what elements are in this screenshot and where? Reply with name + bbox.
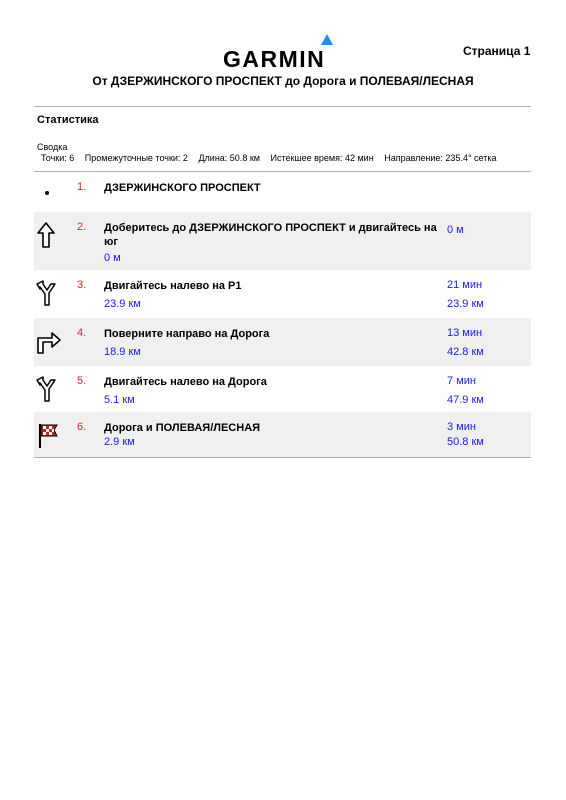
step-total: 47.9 км — [447, 394, 484, 406]
step-number: 1. — [77, 181, 87, 193]
step-number: 3. — [77, 279, 87, 291]
via-points-count: Промежуточные точки: 2 — [84, 153, 188, 163]
step-time: 7 мин — [447, 375, 476, 387]
keep-left-icon — [34, 278, 64, 308]
logo-text: GARMIN — [223, 46, 326, 72]
step-distance: 5.1 км — [104, 394, 135, 406]
step-instruction: Двигайтесь налево на Дорога — [104, 376, 267, 388]
step-distance: 0 м — [104, 252, 121, 264]
route-step — [34, 412, 531, 457]
route-step — [34, 318, 531, 366]
step-number: 4. — [77, 327, 87, 339]
dot-icon — [34, 180, 64, 210]
divider — [34, 106, 531, 107]
step-instruction: Поверните направо на Дорога — [104, 328, 270, 340]
step-time: 13 мин — [447, 327, 483, 339]
finish-flag-icon — [34, 420, 64, 450]
step-instruction: Доберитесь до ДЗЕРЖИНСКОГО ПРОСПЕКТ и двигайтесь на юг — [104, 222, 437, 248]
step-number: 6. — [77, 421, 87, 433]
route-step — [34, 366, 531, 412]
step-total: 50.8 км — [447, 436, 484, 448]
step-instruction: Двигайтесь налево на P1 — [104, 280, 242, 292]
page-number: Страница 1 — [463, 44, 531, 58]
statistics-heading: Статистика — [37, 114, 99, 126]
step-number: 5. — [77, 375, 87, 387]
points-count: Точки: 6 — [41, 153, 75, 163]
step-total: 42.8 км — [447, 346, 484, 358]
route-step — [34, 172, 531, 212]
route-length: Длина: 50.8 км — [198, 153, 260, 163]
step-distance: 18.9 км — [104, 346, 141, 358]
step-time: 0 м — [447, 224, 464, 236]
garmin-logo — [223, 34, 345, 74]
step-distance: 2.9 км — [104, 436, 135, 448]
arrow-up-icon — [34, 220, 64, 250]
step-time: 21 мин — [447, 279, 483, 291]
summary-label: Сводка — [37, 142, 68, 152]
elapsed-time: Истекшее время: 42 мин — [270, 153, 374, 163]
route-step — [34, 270, 531, 318]
logo-triangle-icon — [321, 34, 333, 45]
turn-right-icon — [34, 326, 64, 356]
divider — [34, 457, 531, 458]
step-distance: 23.9 км — [104, 298, 141, 310]
route-direction: Направление: 235.4° сетка — [384, 153, 497, 163]
route-step — [34, 212, 531, 270]
keep-left-icon — [34, 374, 64, 404]
summary-line — [41, 153, 505, 163]
step-instruction: Дорога и ПОЛЕВАЯ/ЛЕСНАЯ — [104, 422, 261, 434]
step-instruction: ДЗЕРЖИНСКОГО ПРОСПЕКТ — [104, 182, 261, 194]
step-number: 2. — [77, 221, 87, 233]
step-total: 23.9 км — [447, 298, 484, 310]
step-time: 3 мин — [447, 421, 476, 433]
route-title: От ДЗЕРЖИНСКОГО ПРОСПЕКТ до Дорога и ПОЛЕВАЯ/ЛЕСНАЯ — [92, 74, 474, 88]
